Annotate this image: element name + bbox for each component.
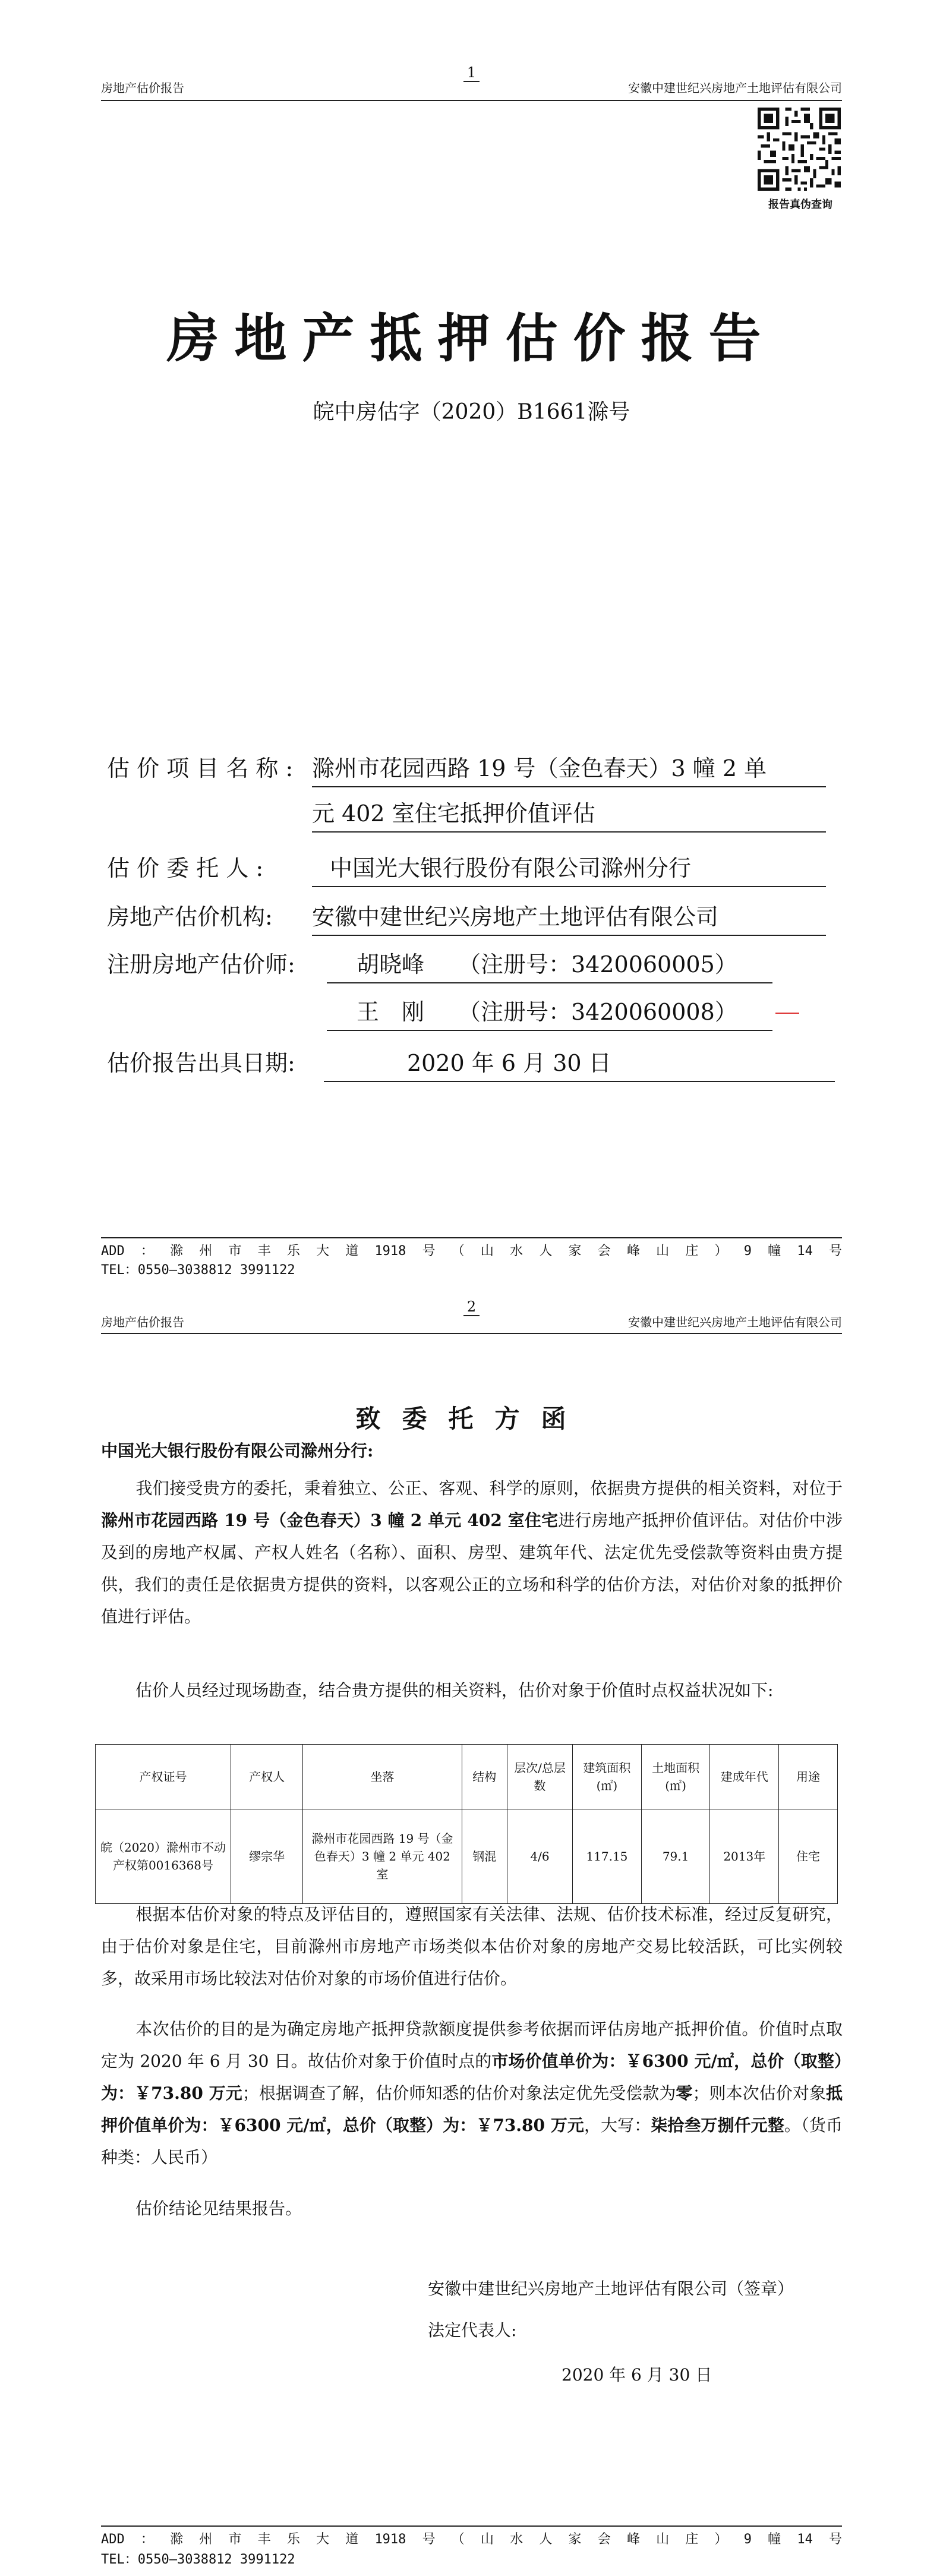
col-location: 坐落	[303, 1745, 462, 1809]
footer-tel: TEL：0550—3038812 3991122	[101, 1263, 295, 1278]
footer-rule	[101, 2525, 842, 2527]
footer-tel: TEL：0550—3038812 3991122	[101, 2552, 295, 2567]
letter-paragraph-3: 根据本估价对象的特点及评估目的，遵照国家有关法律、法规、估价技术标准，经过反复研究，由于估价对象是住宅，目前滁州市房地产市场类似本估价对象的房地产交易比较活跃，可比实例较多，故采用市场比较法对估价对象的市场价值进行估价。	[101, 1905, 843, 1988]
table-row	[96, 1809, 838, 1904]
page-header	[101, 78, 842, 96]
col-floor: 层次/总层数	[507, 1745, 572, 1809]
cell-floor: 4/6	[507, 1809, 572, 1904]
col-usage: 用途	[779, 1745, 838, 1809]
sign-company: 安徽中建世纪兴房地产土地评估有限公司（签章）	[428, 2279, 794, 2298]
sign-representative: 法定代表人:	[428, 2320, 517, 2340]
page-number: 1	[0, 64, 943, 81]
letter-paragraph-2: 估价人员经过现场勘查，结合贵方提供的相关资料，估价对象于价值时点权益状况如下:	[135, 1680, 774, 1700]
sign-date: 2020 年 6 月 30 日	[562, 2365, 712, 2385]
header-rule	[101, 100, 842, 101]
cell-usage: 住宅	[779, 1809, 838, 1904]
report-title: 房地产抵押估价报告	[166, 307, 777, 369]
issue-date-field	[107, 1045, 844, 1080]
cell-owner: 缪宗华	[231, 1809, 303, 1904]
letter-paragraph-1: 我们接受贵方的委托，秉着独立、公正、客观、科学的原则，依据贵方提供的相关资料，对位于滁州市花园西路 19 号（金色春天）3 幢 2 单元 402 室住宅进行房地产抵押价值评估。对估价中涉及到的房地产权属、产权人姓名（名称）、面积、房型、建筑年代、法定优先受偿款等资料由贵方提供，我们的责任是依据贵方提供的资料，以客观公正的立场和科学的估价方法，对估价对象的抵押价值进行评估。	[101, 1478, 843, 1626]
cell-location: 滁州市花园西路 19 号（金色春天）3 幢 2 单元 402 室	[303, 1809, 462, 1904]
appraiser-1: 胡晓峰 （注册号：3420060005）	[327, 946, 772, 983]
footer-address: ADD：滁州市丰乐大道1918号（山水人家会峰山庄）9幢14号	[101, 2532, 842, 2547]
report-code: 皖中房估字（2020）B1661滁号	[313, 400, 630, 424]
red-mark	[775, 1013, 799, 1014]
appraiser-label: 注册房地产估价师:	[107, 951, 295, 978]
issue-date-value: 2020 年 6 月 30 日	[324, 1045, 835, 1082]
appraiser-field	[107, 946, 844, 1029]
project-name-field	[107, 750, 844, 827]
footer-address: ADD：滁州市丰乐大道1918号（山水人家会峰山庄）9幢14号	[101, 1244, 842, 1259]
col-owner: 产权人	[231, 1745, 303, 1809]
issue-date-label: 估价报告出具日期:	[107, 1050, 295, 1076]
header-rule	[101, 1333, 842, 1334]
client-field	[107, 850, 844, 885]
client-value: 中国光大银行股份有限公司滁州分行	[312, 850, 826, 887]
agency-field	[107, 898, 844, 934]
col-structure: 结构	[462, 1745, 507, 1809]
col-building-area: 建筑面积(㎡)	[573, 1745, 642, 1809]
project-name-value-line2: 元 402 室住宅抵押价值评估	[312, 795, 826, 833]
page-number: 2	[0, 1298, 943, 1315]
letter-paragraph-4: 本次估价的目的是为确定房地产抵押贷款额度提供参考依据而评估房地产抵押价值。价值时点取定为 2020 年 6 月 30 日。故估价对象于价值时点的市场价值单价为：￥6300 元/㎡，总价（取整）为：￥73.80 万元；根据调查了解，估价师知悉的估价对象法定优先受偿款为零；则本次估价对象抵押价值单价为：￥6300 元/㎡，总价（取整）为：￥73.80 万元，大写：柒拾叁万捌仟元整。（货币种类：人民币）	[101, 2019, 843, 2167]
appraiser-2: 王 刚 （注册号：3420060008）	[327, 994, 772, 1031]
letter-title: 致委托方函	[355, 1404, 588, 1433]
project-name-value-line1: 滁州市花园西路 19 号（金色春天）3 幢 2 单	[312, 750, 826, 787]
letter-paragraph-5: 估价结论见结果报告。	[135, 2199, 302, 2218]
col-land-area: 土地面积(㎡)	[641, 1745, 710, 1809]
header-right: 安徽中建世纪兴房地产土地评估有限公司	[628, 81, 842, 95]
client-label: 估 价 委 托 人 :	[107, 855, 264, 881]
property-table	[95, 1744, 838, 1904]
col-cert: 产权证号	[96, 1745, 231, 1809]
cell-structure: 钢混	[462, 1809, 507, 1904]
cell-land-area: 79.1	[641, 1809, 710, 1904]
cell-cert: 皖（2020）滁州市不动产权第0016368号	[96, 1809, 231, 1904]
agency-label: 房地产估价机构:	[107, 904, 273, 930]
footer-rule	[101, 1237, 842, 1238]
letter-addressee: 中国光大银行股份有限公司滁州分行:	[101, 1441, 374, 1461]
cell-building-area: 117.15	[573, 1809, 642, 1904]
cell-year: 2013年	[710, 1809, 779, 1904]
header-left: 房地产估价报告	[101, 81, 184, 95]
col-year: 建成年代	[710, 1745, 779, 1809]
qr-verify-label: 报告真伪查询	[768, 198, 832, 211]
agency-value: 安徽中建世纪兴房地产土地评估有限公司	[312, 898, 826, 936]
header-left: 房地产估价报告	[101, 1315, 184, 1329]
page-header	[101, 1313, 842, 1330]
header-right: 安徽中建世纪兴房地产土地评估有限公司	[628, 1315, 842, 1329]
qr-code-icon[interactable]	[755, 105, 844, 194]
project-name-label: 估 价 项 目 名 称 :	[107, 755, 294, 781]
